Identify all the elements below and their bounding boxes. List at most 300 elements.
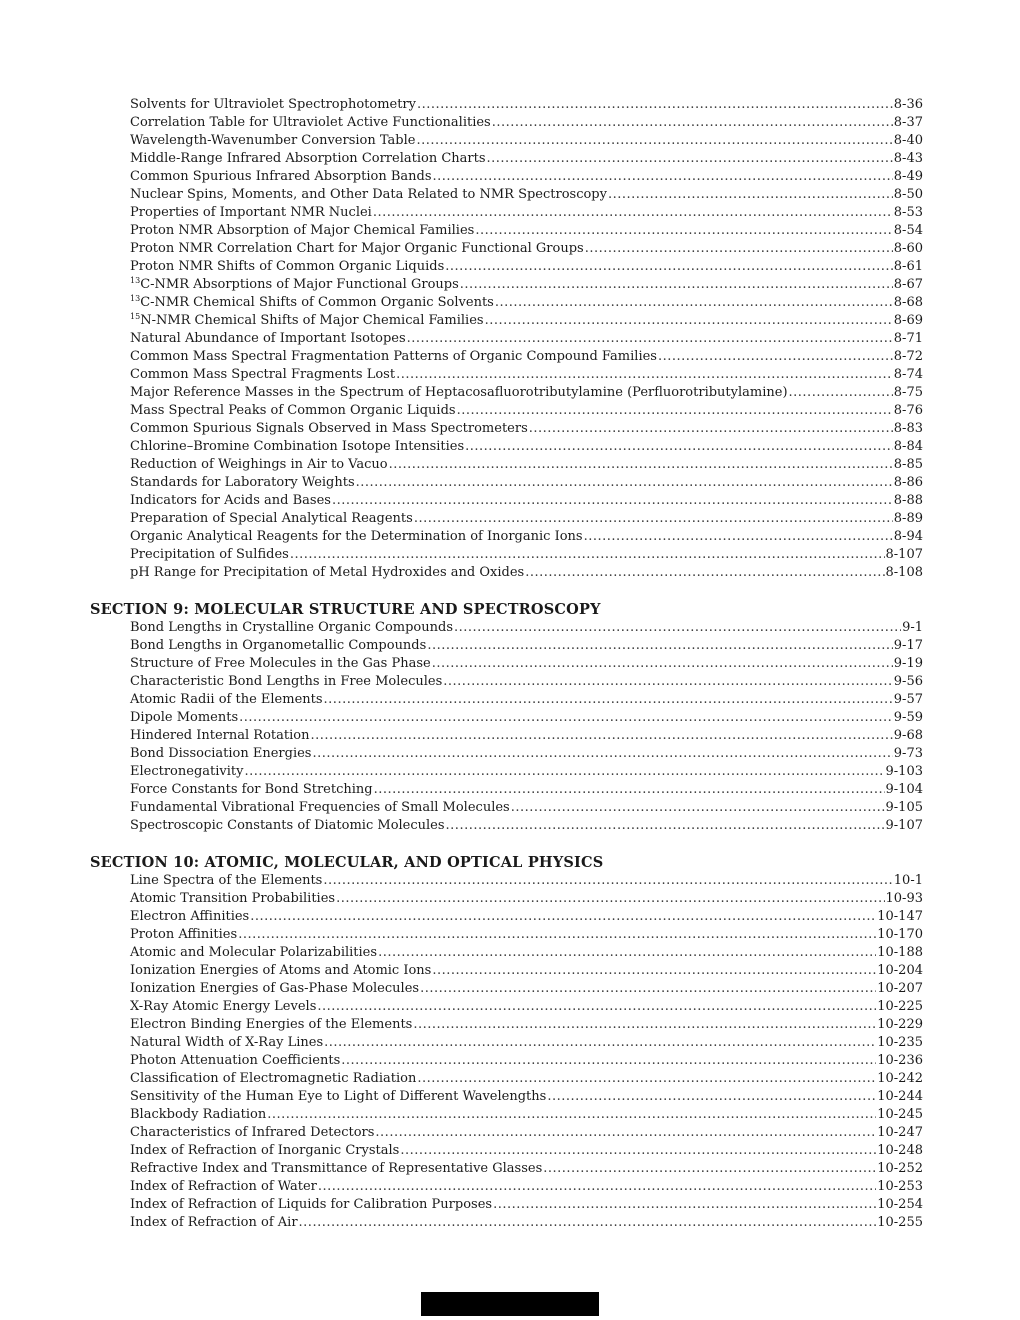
dot-leader: [460, 276, 893, 294]
dot-leader: [324, 1034, 876, 1052]
toc-entry[interactable]: [130, 872, 923, 890]
toc-entry[interactable]: [130, 546, 923, 564]
entry-title: [130, 727, 309, 745]
dot-leader: [427, 637, 892, 655]
entry-title-text: Electron Binding Energies of the Elements: [130, 1017, 413, 1032]
isotope-superscript: 13: [130, 276, 141, 285]
entry-page-number: 10-242: [877, 1071, 923, 1086]
entry-page-number: 8-60: [893, 241, 923, 256]
dot-leader: [310, 727, 892, 745]
toc-entry[interactable]: [130, 330, 923, 348]
dot-leader: [493, 1196, 876, 1214]
entry-title-text: Correlation Table for Ultraviolet Active Functionalities: [130, 115, 491, 130]
entry-title-text: Index of Refraction of Inorganic Crystals: [130, 1143, 400, 1158]
entry-page-number: 10-247: [877, 1125, 923, 1140]
entry-page-number: 8-71: [893, 331, 923, 346]
toc-entry[interactable]: [130, 348, 923, 366]
entry-page-number: 8-74: [893, 367, 923, 382]
toc-entry[interactable]: [130, 312, 923, 330]
entry-title-text: Common Spurious Infrared Absorption Bands: [130, 169, 432, 184]
dot-leader: [396, 366, 893, 384]
toc-entry[interactable]: [130, 1106, 923, 1124]
entry-title: [130, 691, 323, 709]
toc-entry[interactable]: [130, 402, 923, 420]
entry-title-text: Force Constants for Bond Stretching: [130, 782, 373, 797]
dot-leader: [584, 528, 893, 546]
entry-page-number: 8-43: [893, 151, 923, 166]
dot-leader: [244, 763, 884, 781]
entry-page-number: 8-53: [893, 205, 923, 220]
entry-title: [130, 474, 355, 492]
toc-entry[interactable]: [130, 240, 923, 258]
entry-title-text: Characteristic Bond Lengths in Free Molecules: [130, 674, 443, 689]
toc-entry[interactable]: [130, 673, 923, 691]
dot-leader: [445, 258, 893, 276]
entry-title-text: Common Mass Spectral Fragmentation Patterns of Organic Compound Families: [130, 349, 657, 364]
entry-page-number: 10-248: [877, 1143, 923, 1158]
dot-leader: [324, 691, 893, 709]
entry-title: [130, 438, 464, 456]
entry-title-text: Atomic Radii of the Elements: [130, 692, 323, 707]
entry-title: [130, 619, 453, 637]
entry-title: [130, 655, 431, 673]
entry-title-text: Index of Refraction of Liquids for Calibration Purposes: [130, 1197, 493, 1212]
entry-page-number: 8-36: [893, 97, 923, 112]
toc-entry[interactable]: [130, 1142, 923, 1160]
dot-leader: [417, 96, 893, 114]
dot-leader: [312, 745, 892, 763]
entry-page-number: 8-108: [885, 565, 923, 580]
entry-title: [130, 1178, 317, 1196]
toc-entry[interactable]: [130, 1178, 923, 1196]
entry-title: [130, 132, 415, 150]
toc-entry[interactable]: [130, 908, 923, 926]
entry-title-text: Proton NMR Shifts of Common Organic Liquids: [130, 259, 445, 274]
entry-page-number: 8-85: [893, 457, 923, 472]
entry-title: [130, 420, 528, 438]
entry-title-text: pH Range for Precipitation of Metal Hydroxides and Oxides: [130, 565, 525, 580]
entry-title: [130, 1160, 542, 1178]
entry-page-number: 8-76: [893, 403, 923, 418]
toc-entry[interactable]: [130, 980, 923, 998]
entry-title-text: Structure of Free Molecules in the Gas Phase: [130, 656, 431, 671]
entry-page-number: 10-188: [877, 945, 923, 960]
entry-title: [130, 872, 322, 890]
entry-title: [130, 673, 442, 691]
dot-leader: [585, 240, 893, 258]
dot-leader: [267, 1106, 876, 1124]
entry-page-number: 8-75: [893, 385, 923, 400]
entry-title: [130, 817, 445, 835]
dot-leader: [332, 492, 893, 510]
toc-entry[interactable]: [130, 998, 923, 1016]
toc-entry[interactable]: [130, 492, 923, 510]
entry-title-text: Dipole Moments: [130, 710, 239, 725]
entry-page-number: 10-225: [877, 999, 923, 1014]
entry-page-number: 8-54: [893, 223, 923, 238]
isotope-superscript: 13: [130, 294, 141, 303]
toc-entry[interactable]: [130, 781, 923, 799]
entry-title-text: Atomic and Molecular Polarizabilities: [130, 945, 378, 960]
entry-page-number: 10-244: [877, 1089, 923, 1104]
entry-title: [130, 294, 494, 312]
entry-page-number: 8-61: [893, 259, 923, 274]
toc-entry[interactable]: [130, 420, 923, 438]
entry-title-text: Refractive Index and Transmittance of Representative Glasses: [130, 1161, 543, 1176]
entry-title: [130, 366, 395, 384]
dot-leader: [789, 384, 893, 402]
dot-leader: [299, 1214, 877, 1232]
entry-page-number: 10-204: [877, 963, 923, 978]
entry-page-number: 9-105: [885, 800, 923, 815]
toc-entry[interactable]: [130, 366, 923, 384]
toc-entry[interactable]: [130, 438, 923, 456]
entry-title: [130, 186, 607, 204]
toc-entry[interactable]: [130, 817, 923, 835]
dot-leader: [454, 619, 901, 637]
entry-page-number: 8-69: [893, 313, 923, 328]
entry-page-number: 9-19: [893, 656, 923, 671]
entry-page-number: 8-107: [885, 547, 923, 562]
entry-title-text: C-NMR Chemical Shifts of Common Organic Solvents: [140, 295, 494, 310]
entry-page-number: 10-147: [877, 909, 923, 924]
entry-title-text: Characteristics of Infrared Detectors: [130, 1125, 375, 1140]
toc-entry[interactable]: [130, 799, 923, 817]
toc-entry[interactable]: [130, 186, 923, 204]
entry-title: [130, 1034, 323, 1052]
entry-title: [130, 546, 289, 564]
entry-title: [130, 1214, 298, 1232]
toc-entry[interactable]: [130, 1160, 923, 1178]
entry-page-number: 10-170: [877, 927, 923, 942]
entry-page-number: 10-252: [877, 1161, 923, 1176]
dot-leader: [433, 168, 893, 186]
toc-entry[interactable]: [130, 691, 923, 709]
entry-page-number: 10-207: [877, 981, 923, 996]
entry-title: [130, 890, 335, 908]
entry-title: [130, 492, 331, 510]
entry-title: [130, 962, 431, 980]
toc-entry[interactable]: [130, 168, 923, 186]
toc-entry[interactable]: [130, 132, 923, 150]
dot-leader: [341, 1052, 876, 1070]
entry-page-number: 10-254: [877, 1197, 923, 1212]
entry-title-text: Fundamental Vibrational Frequencies of Small Molecules: [130, 800, 510, 815]
toc-entry[interactable]: [130, 655, 923, 673]
entry-title-text: Mass Spectral Peaks of Common Organic Liquids: [130, 403, 456, 418]
toc-entry[interactable]: [130, 619, 923, 637]
entry-title-text: Ionization Energies of Gas-Phase Molecules: [130, 981, 420, 996]
entry-title-text: Blackbody Radiation: [130, 1107, 267, 1122]
toc-entry[interactable]: [130, 926, 923, 944]
entry-page-number: 10-255: [877, 1215, 923, 1230]
entry-title-text: Natural Width of X-Ray Lines: [130, 1035, 324, 1050]
entry-page-number: 9-57: [893, 692, 923, 707]
toc-entry[interactable]: [130, 96, 923, 114]
dot-leader: [414, 510, 893, 528]
entry-title-text: Precipitation of Sulfides: [130, 547, 289, 562]
entry-title: [130, 348, 657, 366]
entry-page-number: 10-235: [877, 1035, 923, 1050]
entry-page-number: 8-72: [893, 349, 923, 364]
entry-title: [130, 763, 243, 781]
entry-title-text: Ionization Energies of Atoms and Atomic Ions: [130, 963, 432, 978]
entry-title: [130, 1088, 546, 1106]
entry-title: [130, 96, 416, 114]
dot-leader: [407, 330, 893, 348]
entry-page-number: 10-229: [877, 1017, 923, 1032]
entry-title-text: Solvents for Ultraviolet Spectrophotometry: [130, 97, 416, 112]
dot-leader: [417, 1070, 876, 1088]
entry-title-text: Natural Abundance of Important Isotopes: [130, 331, 406, 346]
entry-page-number: 10-245: [877, 1107, 923, 1122]
entry-title-text: Middle-Range Infrared Absorption Correlation Charts: [130, 151, 486, 166]
entry-title-text: Common Spurious Signals Observed in Mass Spectrometers: [130, 421, 528, 436]
entry-page-number: 8-68: [893, 295, 923, 310]
dot-leader: [485, 312, 893, 330]
entry-page-number: 8-40: [893, 133, 923, 148]
entry-title-text: N-NMR Chemical Shifts of Major Chemical Families: [140, 313, 484, 328]
toc-entry[interactable]: [130, 763, 923, 781]
toc-entry[interactable]: [130, 564, 923, 582]
entry-title: [130, 908, 249, 926]
dot-leader: [443, 673, 893, 691]
entry-page-number: 9-73: [893, 746, 923, 761]
dot-leader: [420, 980, 876, 998]
dot-leader: [238, 926, 876, 944]
entry-title-text: Chlorine–Bromine Combination Isotope Intensities: [130, 439, 465, 454]
entry-title: [130, 204, 372, 222]
entry-title: [130, 1052, 340, 1070]
entry-title: [130, 1142, 399, 1160]
section-heading: SECTION 10: ATOMIC, MOLECULAR, AND OPTICAL PHYSICS: [90, 854, 604, 871]
toc-entry[interactable]: [130, 962, 923, 980]
entry-page-number: 8-84: [893, 439, 923, 454]
page-number-box: [421, 1292, 599, 1316]
entry-title: [130, 980, 419, 998]
entry-title-text: Electronegativity: [130, 764, 244, 779]
dot-leader: [317, 998, 876, 1016]
entry-title: [130, 1106, 266, 1124]
dot-leader: [239, 709, 893, 727]
toc-entry[interactable]: [130, 384, 923, 402]
entry-page-number: 9-17: [893, 638, 923, 653]
dot-leader: [525, 564, 884, 582]
entry-title-text: Nuclear Spins, Moments, and Other Data Related to NMR Spectroscopy: [130, 187, 607, 202]
entry-page-number: 9-68: [893, 728, 923, 743]
entry-title: [130, 258, 444, 276]
toc-entry[interactable]: [130, 727, 923, 745]
dot-leader: [658, 348, 893, 366]
entry-title: [130, 637, 426, 655]
entry-title: [130, 998, 316, 1016]
entry-title-text: X-Ray Atomic Energy Levels: [130, 999, 317, 1014]
entry-title-text: Bond Dissociation Energies: [130, 746, 312, 761]
toc-entry[interactable]: [130, 1052, 923, 1070]
toc-entry[interactable]: [130, 709, 923, 727]
entry-page-number: 10-1: [893, 873, 923, 888]
entry-title: [130, 510, 413, 528]
entry-title: [130, 222, 474, 240]
entry-title: [130, 456, 388, 474]
toc-entry[interactable]: [130, 222, 923, 240]
entry-title: [130, 312, 484, 330]
entry-title-text: Index of Refraction of Water: [130, 1179, 317, 1194]
entry-title: [130, 402, 456, 420]
dot-leader: [336, 890, 884, 908]
entry-title: [130, 799, 510, 817]
dot-leader: [446, 817, 885, 835]
toc-entry[interactable]: [130, 1016, 923, 1034]
toc-entry[interactable]: [130, 528, 923, 546]
entry-title: [130, 528, 583, 546]
entry-page-number: 8-37: [893, 115, 923, 130]
dot-leader: [457, 402, 893, 420]
entry-page-number: 8-94: [893, 529, 923, 544]
entry-title-text: Photon Attenuation Coefficients: [130, 1053, 341, 1068]
toc-entry[interactable]: [130, 474, 923, 492]
entry-title: [130, 384, 788, 402]
dot-leader: [378, 944, 876, 962]
dot-leader: [511, 799, 885, 817]
dot-leader: [373, 204, 893, 222]
entry-title-text: Spectroscopic Constants of Diatomic Molecules: [130, 818, 445, 833]
toc-entry[interactable]: [130, 114, 923, 132]
entry-title-text: Electron Affinities: [130, 909, 250, 924]
entry-title-text: Wavelength-Wavenumber Conversion Table: [130, 133, 416, 148]
dot-leader: [356, 474, 893, 492]
dot-leader: [492, 114, 893, 132]
toc-entry[interactable]: [130, 1088, 923, 1106]
dot-leader: [432, 655, 893, 673]
entry-title-text: Bond Lengths in Organometallic Compounds: [130, 638, 427, 653]
table-of-contents: [0, 96, 1020, 1232]
entry-title-text: Proton NMR Absorption of Major Chemical Families: [130, 223, 475, 238]
entry-title: [130, 330, 406, 348]
entry-title-text: Major Reference Masses in the Spectrum of Heptacosafluorotributylamine (Perfluorotributylamine): [130, 385, 788, 400]
entry-title: [130, 168, 432, 186]
entry-title: [130, 150, 486, 168]
entry-title: [130, 1070, 416, 1088]
entry-title-text: Bond Lengths in Crystalline Organic Compounds: [130, 620, 453, 635]
entry-title-text: Index of Refraction of Air: [130, 1215, 298, 1230]
entry-title-text: Sensitivity of the Human Eye to Light of Different Wavelengths: [130, 1089, 547, 1104]
toc-entry[interactable]: [130, 1070, 923, 1088]
dot-leader: [529, 420, 893, 438]
dot-leader: [318, 1178, 876, 1196]
entry-title-text: C-NMR Absorptions of Major Functional Groups: [140, 277, 459, 292]
entry-title: [130, 926, 237, 944]
dot-leader: [375, 1124, 876, 1142]
entry-title: [130, 276, 459, 294]
dot-leader: [475, 222, 892, 240]
entry-title-text: Proton NMR Correlation Chart for Major Organic Functional Groups: [130, 241, 584, 256]
toc-entry[interactable]: [130, 510, 923, 528]
entry-title-text: Preparation of Special Analytical Reagents: [130, 511, 413, 526]
toc-entry[interactable]: [130, 944, 923, 962]
entry-page-number: 8-89: [893, 511, 923, 526]
toc-entry[interactable]: [130, 1214, 923, 1232]
entry-page-number: 8-86: [893, 475, 923, 490]
toc-entry[interactable]: [130, 294, 923, 312]
entry-page-number: 9-104: [885, 782, 923, 797]
dot-leader: [413, 1016, 876, 1034]
entry-page-number: 9-107: [885, 818, 923, 833]
entry-title-text: Standards for Laboratory Weights: [130, 475, 355, 490]
entry-title-text: Indicators for Acids and Bases: [130, 493, 331, 508]
entry-page-number: 10-93: [885, 891, 923, 906]
toc-entry[interactable]: [130, 150, 923, 168]
toc-entry[interactable]: [130, 1124, 923, 1142]
dot-leader: [465, 438, 893, 456]
entry-title-text: Common Mass Spectral Fragments Lost: [130, 367, 396, 382]
entry-title: [130, 1124, 374, 1142]
dot-leader: [374, 781, 885, 799]
entry-title: [130, 745, 311, 763]
dot-leader: [608, 186, 893, 204]
entry-page-number: 8-49: [893, 169, 923, 184]
entry-title-text: Line Spectra of the Elements: [130, 873, 323, 888]
entry-page-number: 8-83: [893, 421, 923, 436]
isotope-superscript: 15: [130, 312, 141, 321]
dot-leader: [400, 1142, 876, 1160]
toc-entry[interactable]: [130, 276, 923, 294]
toc-entry[interactable]: [130, 890, 923, 908]
toc-entry[interactable]: [130, 745, 923, 763]
entry-title-text: Reduction of Weighings in Air to Vacuo: [130, 457, 388, 472]
entry-page-number: 9-56: [893, 674, 923, 689]
entry-title: [130, 781, 373, 799]
toc-entry[interactable]: [130, 204, 923, 222]
dot-leader: [250, 908, 876, 926]
entry-title: [130, 709, 238, 727]
dot-leader: [487, 150, 893, 168]
toc-entry[interactable]: [130, 258, 923, 276]
dot-leader: [495, 294, 893, 312]
dot-leader: [290, 546, 885, 564]
entry-title: [130, 944, 377, 962]
toc-entry[interactable]: [130, 456, 923, 474]
dot-leader: [432, 962, 876, 980]
toc-entry[interactable]: [130, 1196, 923, 1214]
entry-title: [130, 1016, 412, 1034]
entry-page-number: 10-236: [877, 1053, 923, 1068]
entry-title-text: Organic Analytical Reagents for the Determination of Inorganic Ions: [130, 529, 583, 544]
dot-leader: [323, 872, 892, 890]
dot-leader: [416, 132, 892, 150]
dot-leader: [547, 1088, 876, 1106]
entry-title: [130, 240, 584, 258]
entry-title-text: Hindered Internal Rotation: [130, 728, 310, 743]
entry-title: [130, 114, 491, 132]
entry-title: [130, 1196, 492, 1214]
toc-entry[interactable]: [130, 637, 923, 655]
toc-entry[interactable]: [130, 1034, 923, 1052]
entry-page-number: 9-59: [893, 710, 923, 725]
entry-title: [130, 564, 524, 582]
entry-page-number: 10-253: [877, 1179, 923, 1194]
entry-page-number: 8-50: [893, 187, 923, 202]
entry-page-number: 8-88: [893, 493, 923, 508]
entry-title-text: Proton Affinities: [130, 927, 238, 942]
dot-leader: [389, 456, 893, 474]
entry-title-text: Atomic Transition Probabilities: [130, 891, 336, 906]
entry-page-number: 8-67: [893, 277, 923, 292]
section-heading: SECTION 9: MOLECULAR STRUCTURE AND SPECTROSCOPY: [90, 601, 601, 618]
entry-title-text: Properties of Important NMR Nuclei: [130, 205, 372, 220]
entry-title-text: Classification of Electromagnetic Radiation: [130, 1071, 417, 1086]
entry-page-number: 9-1: [902, 620, 923, 635]
